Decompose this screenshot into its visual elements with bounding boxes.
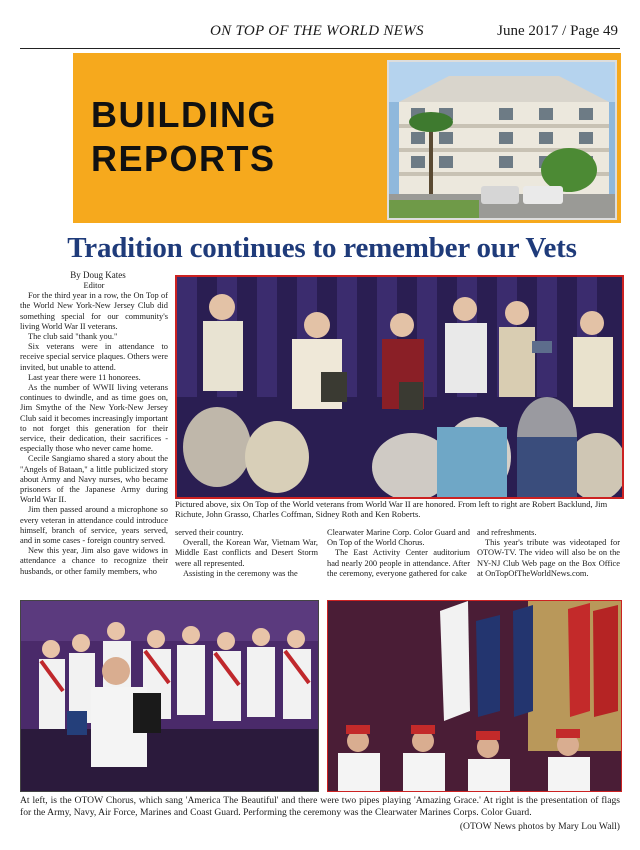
paragraph: Clearwater Marine Corp. Color Guard and On Top of the World Chorus. (327, 528, 470, 548)
paragraph: As the number of WWII living veterans continues to dwindle, and as time goes on, Jim Smythe of the New York-New Jersey Club said it becomes increasingly important to not forget this generation for their service, their dedication, their sacrifices - especially those who never came home. (20, 383, 168, 454)
paragraph: This year's tribute was videotaped for OTOW-TV. The video will also be on the NY-NJ Club Web page on the Box Office at OnTopOfTheWorldNews.com. (477, 538, 620, 578)
section-banner (73, 53, 621, 223)
main-photo-caption: Pictured above, six On Top of the World veterans from World War II are honored. From left to right are Robert Backlund, Jim Richute, John Grasso, Charles Coffman, Sidney Roth and Ken Roberts. (175, 499, 608, 520)
paragraph: Jim then passed around a microphone so every veteran in attendance could introduce himself, branch of service, years served, and in some cases - foreign country served. (20, 505, 168, 546)
paragraph: served their country. (175, 528, 244, 537)
building-photo (387, 60, 617, 220)
veterans-photo (175, 275, 624, 499)
section-title-line2: REPORTS (91, 138, 276, 179)
color-guard-photo (327, 600, 622, 792)
publication-name: ON TOP OF THE WORLD NEWS (210, 23, 424, 39)
chorus-photo (20, 600, 319, 792)
byline-role: Editor (83, 281, 105, 290)
paragraph: The East Activity Center auditorium had nearly 200 people in attendance. After the ceremony, everyone gathered for cake (327, 548, 470, 578)
page-header (20, 18, 620, 49)
section-title (91, 93, 277, 181)
paragraph: New this year, Jim also gave widows in attendance a chance to recognize their husbands, or other family members, who (20, 546, 168, 576)
article-column-3 (327, 528, 470, 579)
article-column-2 (175, 528, 318, 579)
paragraph: Six veterans were in attendance to receive special service plaques. Others were invited, but unable to attend. (20, 342, 168, 372)
issue-page: June 2017 / Page 49 (497, 23, 618, 39)
article-column-4 (477, 528, 620, 579)
article-headline: Tradition continues to remember our Vets (67, 232, 577, 264)
paragraph: Last year there were 11 honorees. (28, 372, 141, 382)
bottom-photos-caption: At left, is the OTOW Chorus, which sang 'America The Beautiful' and there were two pipes playing 'Amazing Grace.' At right is the presentation of flags for the Army, Navy, Air Force, Marines and Coast Guard. Performing the ceremony was the Clearwater Marines Corps. Color Guard. (20, 795, 620, 818)
paragraph: The club said "thank you." (28, 332, 118, 342)
paragraph: For the third year in a row, the On Top of the World New York-New Jersey Club did something special for our community's living World War II veterans. (20, 291, 168, 331)
paragraph: Cecile Sangiamo shared a story about the "Angels of Bataan," a little publicized story about Army and Navy nurses, who became prisoners of the Japanese Army during World War II. (20, 454, 168, 505)
article-column-1 (20, 270, 168, 577)
section-title-line1: BUILDING (91, 94, 277, 135)
paragraph: Assisting in the ceremony was the (183, 568, 298, 578)
paragraph: Overall, the Korean War, Vietnam War, Middle East conflicts and Desert Storm were all represented. (175, 538, 318, 568)
photo-credit: (OTOW News photos by Mary Lou Wall) (459, 821, 620, 832)
paragraph: and refreshments. (477, 528, 537, 537)
byline: By Doug Kates (70, 270, 126, 280)
